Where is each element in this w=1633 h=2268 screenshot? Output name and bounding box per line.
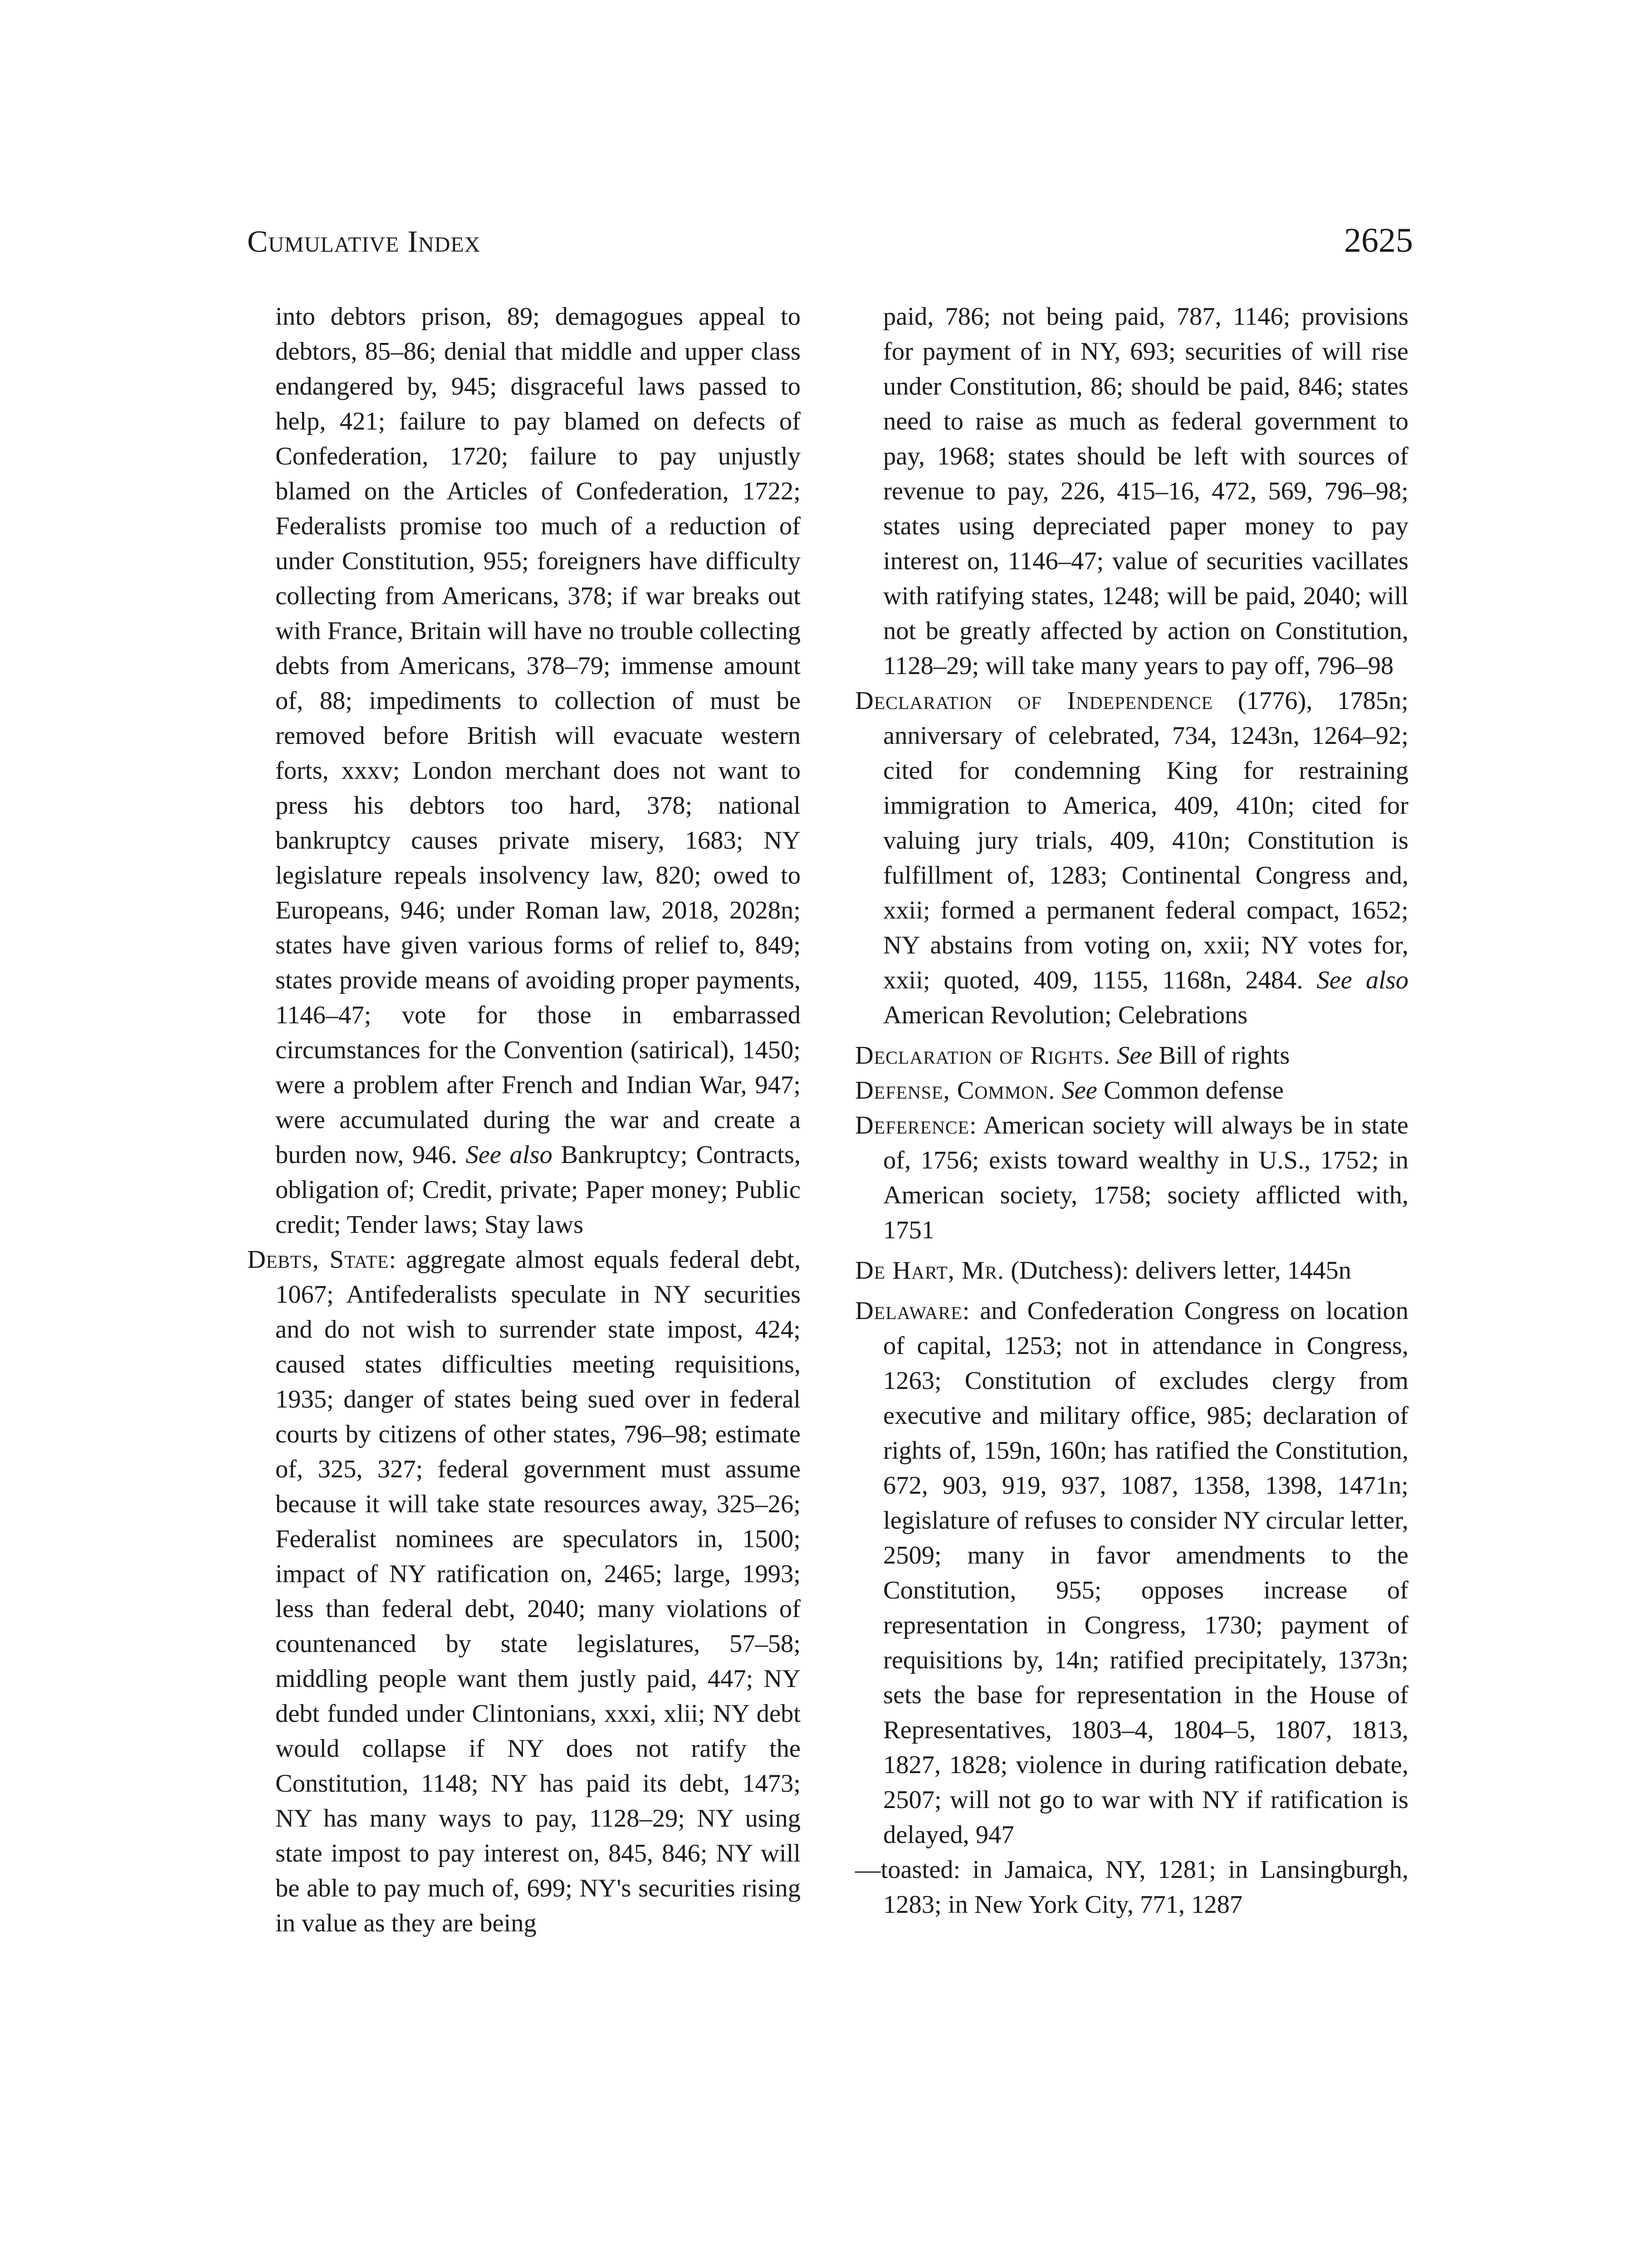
see-label: See — [1117, 1041, 1153, 1070]
running-head-title: Cumulative Index — [247, 224, 481, 259]
index-entry-debts-state-continued — [855, 299, 1408, 684]
entry-text: paid, 786; not being paid, 787, 1146; provisions for payment of in NY, 693; securities of will rise under Constitution, 86; should be paid, 846; states need to raise as much as federal government to pay, 1968; states should be left with sources of revenue to pay, 226, 415–16, 472, 569, 796–98; states using depreciated paper money to pay interest on, 1146–47; value of securities vacillates with ratifying states, 1248; will be paid, 2040; will not be greatly affected by action on Constitution, 1128–29; will take many years to pay off, 796–98 — [883, 303, 1408, 680]
entry-text: and Confederation Congress on location of capital, 1253; not in attendance in Congress, 1263; Constitution of excludes clergy from executive and military office, 985; declaration of rights of, 159n, 160n; has ratified the Constitution, 672, 903, 919, 937, 1087, 1358, 1398, 1471n; legislature of refuses to consider NY circular letter, 2509; many in favor amendments to the Constitution, 955; opposes increase of representation in Congress, 1730; payment of requisitions by, 14n; ratified precipitately, 1373n; sets the base for representation in the House of Representatives, 1803–4, 1804–5, 1807, 1813, 1827, 1828; violence in during ratification debate, 2507; will not go to war with NY if ratification is delayed, 947 — [883, 1297, 1408, 1849]
running-head — [247, 219, 480, 264]
entry-heading: Deference — [855, 1111, 970, 1139]
index-entry-deference: Deference: American society will always be in state of, 1756; exists toward wealthy in U.S., 1752; in American society, 1758; society afflicted with, 1751 — [855, 1111, 1408, 1244]
see-text: Bill of rights — [1159, 1041, 1290, 1070]
index-entry-de-hart — [855, 1253, 1408, 1288]
index-entry-debts-private-continued — [247, 299, 801, 1242]
see-label: See — [1061, 1076, 1097, 1105]
see-also-label: See also — [465, 1141, 552, 1169]
see-text: Common defense — [1104, 1076, 1284, 1105]
entry-text: into debtors prison, 89; demagogues appeal to debtors, 85–86; denial that middle and upper class endangered by, 945; disgraceful laws passed to help, 421; failure to pay blamed on defects of Confederation, 1720; failure to pay unjustly blamed on the Articles of Confederation, 1722; Federalists promise too much of a reduction of under Constitution, 955; foreigners have difficulty collecting from Americans, 378; if war breaks out with France, Britain will have no trouble collecting debts from Americans, 378–79; immense amount of, 88; impediments to collection of must be removed before British will evacuate western forts, xxxv; London merchant does not want to press his debtors too hard, 378; national bankruptcy causes private misery, 1683; NY legislature repeals insolvency law, 820; owed to Europeans, 946; under Roman law, 2018, 2028n; states have given various forms of relief to, 849; states provide means of avoiding proper payments, 1146–47; vote for those in embarrassed circumstances for the Convention (satirical), 1450; were a problem after French and Indian War, 947; were accumulated during the war and create a burden now, 946. — [275, 303, 801, 1169]
entry-heading: De Hart, Mr. — [855, 1256, 1005, 1285]
page-header — [247, 213, 1413, 268]
index-entry-declaration-of-rights — [855, 1038, 1408, 1073]
index-entry-debts-state: Debts, State: aggregate almost equals federal debt, 1067; Antifederalists speculate in NY securities and do not wish to surrender state impost, 424; caused states difficulties meeting requisitions, 1935; danger of states being sued over in federal courts by citizens of other states, 796–98; estimate of, 325, 327; federal government must assume because it will take state resources away, 325–26; Federalist nominees are speculators in, 1500; impact of NY ratification on, 2465; large, 1993; less than federal debt, 2040; many violations of countenanced by state legislatures, 57–58; middling people want them justly paid, 447; NY debt funded under Clintonians, xxxi, xlii; NY debt would collapse if NY does not ratify the Constitution, 1148; NY has paid its debt, 1473; NY has many ways to pay, 1128–29; NY using state impost to pay interest on, 845, 846; NY will be able to pay much of, 699; NY's securities rising in value as they are being — [247, 1246, 801, 1937]
entry-text: (Dutchess): delivers letter, 1445n — [1011, 1256, 1352, 1285]
entry-heading: Defense, Common. — [855, 1076, 1056, 1105]
see-also-text: American Revolution; Celebrations — [883, 1001, 1248, 1029]
entry-text: American society will always be in state of, 1756; exists toward wealthy in U.S., 1752; in American society, 1758; society afflicted with, 1751 — [883, 1111, 1408, 1244]
index-column-right — [855, 299, 1408, 1922]
index-column-left — [247, 299, 801, 1941]
index-entry-defense-common — [855, 1073, 1408, 1108]
entry-heading: Declaration of Independence — [855, 687, 1213, 715]
entry-heading: Delaware — [855, 1297, 963, 1325]
entry-heading: Declaration of Rights. — [855, 1041, 1110, 1070]
entry-heading: Debts, State — [247, 1246, 389, 1274]
index-entry-declaration-of-independence — [855, 684, 1408, 1033]
entry-text: (1776), 1785n; anniversary of celebrated, 734, 1243n, 1264–92; cited for condemning King for restraining immigration to America, 409, 410n; cited for valuing jury trials, 409, 410n; Constitution is fulfillment of, 1283; Continental Congress and, xxii; formed a permanent federal compact, 1652; NY abstains from voting on, xxii; NY votes for, xxii; quoted, 409, 1155, 1168n, 2484. — [883, 687, 1409, 994]
page-number: 2625 — [1344, 221, 1413, 259]
entry-text: aggregate almost equals federal debt, 1067; Antifederalists speculate in NY securities and do not wish to surrender state impost, 424; caused states difficulties meeting requisitions, 1935; danger of states being sued over in federal courts by citizens of other states, 796–98; estimate of, 325, 327; federal government must assume because it will take state resources away, 325–26; Federalist nominees are speculators in, 1500; impact of NY ratification on, 2465; large, 1993; less than federal debt, 2040; many violations of countenanced by state legislatures, 57–58; middling people want them justly paid, 447; NY debt funded under Clintonians, xxxi, xlii; NY debt would collapse if NY does not ratify the Constitution, 1148; NY has paid its debt, 1473; NY has many ways to pay, 1128–29; NY using state impost to pay interest on, 845, 846; NY will be able to pay much of, 699; NY's securities rising in value as they are being — [275, 1246, 801, 1937]
see-also-label: See also — [1316, 966, 1409, 994]
index-subentry-delaware-toasted: —toasted: in Jamaica, NY, 1281; in Lansingburgh, 1283; in New York City, 771, 1287 — [855, 1856, 1408, 1919]
index-entry-delaware: Delaware: and Confederation Congress on location of capital, 1253; not in attendance in Congress, 1263; Constitution of excludes clergy from executive and military office, 985; declaration of rights of, 159n, 160n; has ratified the Constitution, 672, 903, 919, 937, 1087, 1358, 1398, 1471n; legislature of refuses to consider NY circular letter, 2509; many in favor amendments to the Constitution, 955; opposes increase of representation in Congress, 1730; payment of requisitions by, 14n; ratified precipitately, 1373n; sets the base for representation in the House of Representatives, 1803–4, 1804–5, 1807, 1813, 1827, 1828; violence in during ratification debate, 2507; will not go to war with NY if ratification is delayed, 947 — [855, 1297, 1408, 1849]
see-also-text: Bankruptcy; Contracts, obligation of; Credit, private; Paper money; Public credit; Tender laws; Stay laws — [275, 1141, 801, 1239]
